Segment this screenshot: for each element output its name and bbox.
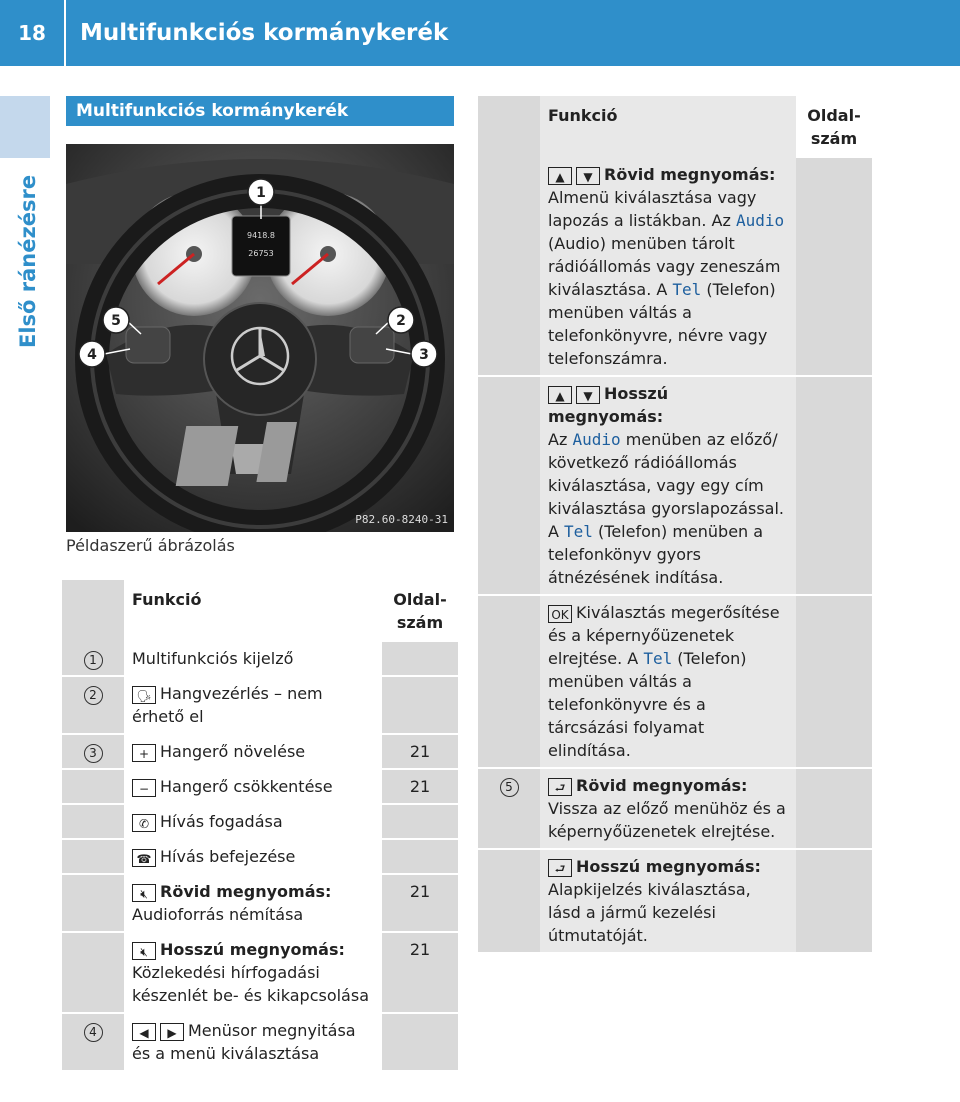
row-bold-label: Hosszú megnyomás:: [160, 940, 345, 959]
table-row: [62, 804, 458, 839]
menu-name: Tel: [643, 649, 673, 668]
row-page: [382, 642, 458, 676]
row-bold-label: Hosszú megnyomás:: [576, 857, 761, 876]
multifunction-display: [232, 216, 290, 276]
row-text: Az: [548, 430, 573, 449]
right-button-cluster: [350, 327, 394, 363]
table-row: [478, 158, 872, 376]
arrow-up-icon: ▲: [548, 386, 572, 404]
row-bold-label: Rövid megnyomás:: [604, 165, 776, 184]
figure-caption: Példaszerű ábrázolás: [66, 536, 235, 555]
menu-name: Tel: [672, 280, 702, 299]
row-bold-label: Rövid megnyomás:: [160, 882, 332, 901]
arrow-left-icon: ◀: [132, 1023, 156, 1041]
page-header: [0, 0, 960, 66]
row-page: 21: [382, 734, 458, 769]
table-row: [62, 734, 458, 769]
row-text: Audioforrás némítása: [132, 905, 304, 924]
row-number: 2: [84, 686, 103, 705]
row-text: menüben az előző/ következő rádióállomás kiválasztása, vagy egy cím kiválasztása gyorslapozással. A: [548, 430, 785, 541]
back-icon: ⮐: [548, 859, 572, 877]
row-text: (Telefon) menüben váltás a telefonkönyvre és a tárcsázási folyamat elindítása.: [548, 649, 747, 760]
minus-icon: −: [132, 779, 156, 797]
display-line1: 9418.8: [247, 231, 275, 240]
menu-name: Tel: [564, 522, 593, 541]
svg-text:5: 5: [111, 313, 121, 329]
table-row: [478, 849, 872, 953]
mute-icon: 🔇︎: [132, 942, 156, 960]
row-text: Menüsor megnyitása és a menü kiválasztása: [132, 1021, 356, 1063]
arrow-down-icon: ▼: [576, 167, 600, 185]
row-bold-label: Hosszú megnyomás:: [548, 384, 669, 426]
row-page: [382, 839, 458, 874]
mute-icon: 🔇︎: [132, 884, 156, 902]
phone-accept-icon: ✆: [132, 814, 156, 832]
table-row: [62, 874, 458, 932]
display-line2: 26753: [248, 249, 274, 258]
steering-wheel-photo: [66, 144, 454, 532]
row-page: [382, 676, 458, 734]
section-title: Multifunkciós kormánykerék: [66, 96, 454, 126]
page-number: 18: [0, 0, 66, 66]
table-row: [478, 768, 872, 849]
row-text: Alapkijelzés kiválasztása, lásd a jármű kezelési útmutatóját.: [548, 880, 751, 945]
row-number: 1: [84, 651, 103, 670]
row-text: Kiválasztás megerősítése és a képernyőüzenetek elrejtése. A: [548, 603, 780, 668]
row-text: (Telefon) menüben váltás a telefonkönyvre, névre vagy telefonszámra.: [548, 280, 776, 368]
row-page: 21: [382, 769, 458, 804]
table-row: [62, 769, 458, 804]
menu-name: Audio: [572, 430, 621, 449]
table-row: [62, 676, 458, 734]
row-text: Multifunkciós kijelző: [124, 642, 382, 676]
arrow-up-icon: ▲: [548, 167, 572, 185]
header-page: Oldal- szám: [796, 96, 872, 158]
row-bold-label: Rövid megnyomás:: [576, 776, 748, 795]
row-number: 4: [84, 1023, 103, 1042]
row-text: Hangvezérlés – nem érhető el: [132, 684, 323, 726]
voice-control-icon: 🗣︎: [132, 686, 156, 704]
menu-name: Audio: [735, 211, 785, 230]
header-function: Funkció: [124, 580, 382, 642]
right-function-table: [478, 96, 872, 954]
left-button-cluster: [126, 327, 170, 363]
svg-text:1: 1: [256, 185, 266, 201]
row-text: (Audio) menüben tárolt rádióállomás vagy zeneszám kiválasztása. A: [548, 234, 781, 299]
row-page: 21: [382, 932, 458, 1013]
svg-text:2: 2: [396, 313, 406, 329]
ok-key-icon: OK: [548, 605, 572, 623]
row-page: 21: [382, 874, 458, 932]
row-text: Almenü kiválasztása vagy lapozás a listákban. Az: [548, 188, 757, 230]
row-page: [382, 1013, 458, 1071]
page-title: Multifunkciós kormánykerék: [80, 20, 449, 46]
figure-code: P82.60-8240-31: [355, 513, 448, 526]
arrow-right-icon: ▶: [160, 1023, 184, 1041]
left-function-table: [62, 580, 458, 1072]
svg-text:4: 4: [87, 347, 97, 363]
row-number: 5: [500, 778, 519, 797]
header-function: Funkció: [540, 96, 796, 158]
row-text: Hangerő növelése: [160, 742, 306, 761]
row-text: Közlekedési hírfogadási készenlét be- és kikapcsolása: [132, 963, 369, 1005]
table-row: [62, 1013, 458, 1071]
row-page: [382, 804, 458, 839]
steering-wheel-illustration: [66, 144, 454, 532]
row-text: Hívás fogadása: [160, 812, 283, 831]
table-row: [62, 642, 458, 676]
header-page: Oldal- szám: [382, 580, 458, 642]
row-text: Hangerő csökkentése: [160, 777, 333, 796]
table-row: [62, 839, 458, 874]
back-icon: ⮐: [548, 778, 572, 796]
row-text: Vissza az előző menühöz és a képernyőüzenetek elrejtése.: [548, 799, 786, 841]
arrow-down-icon: ▼: [576, 386, 600, 404]
svg-text:3: 3: [419, 347, 429, 363]
row-text: (Telefon) menüben a telefonkönyv gyors átnézésének indítása.: [548, 522, 764, 587]
side-tab-label: Első ránézésre: [16, 174, 40, 348]
table-row: [62, 932, 458, 1013]
table-row: [478, 595, 872, 768]
plus-icon: +: [132, 744, 156, 762]
row-number: 3: [84, 744, 103, 763]
table-row: [478, 376, 872, 595]
phone-end-icon: ☎: [132, 849, 156, 867]
row-text: Hívás befejezése: [160, 847, 296, 866]
